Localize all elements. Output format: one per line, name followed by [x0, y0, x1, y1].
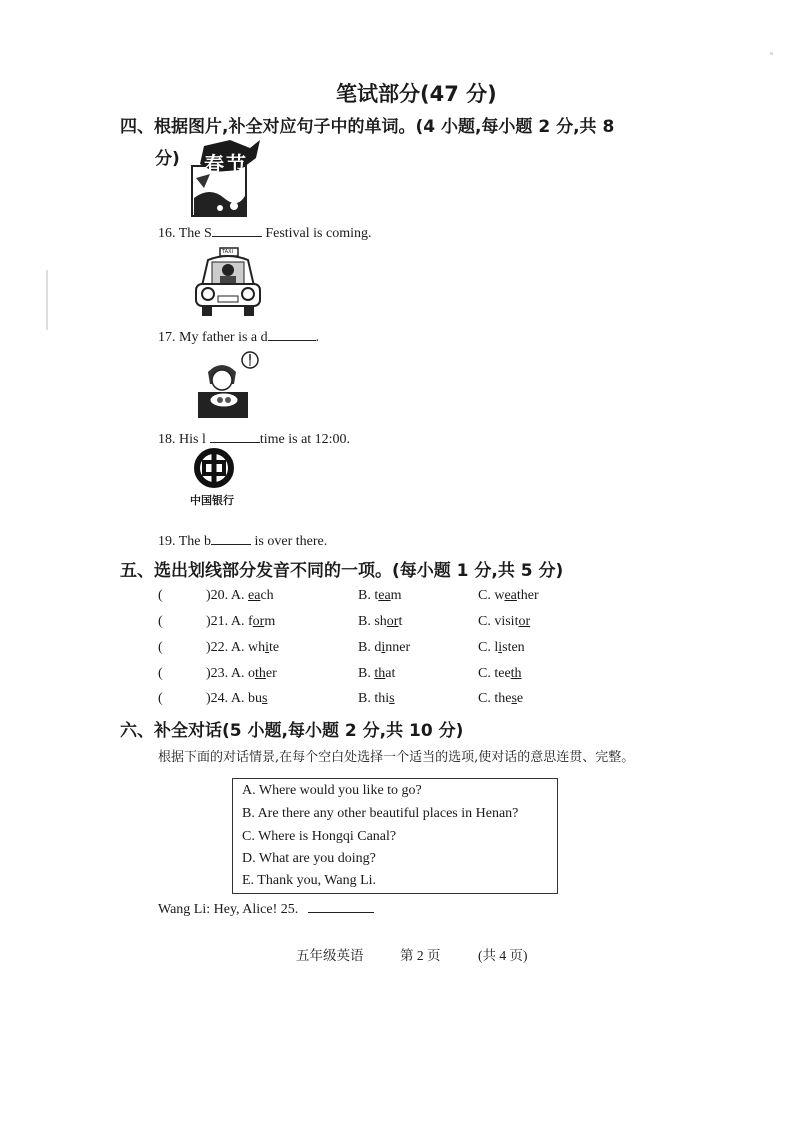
page-title: 笔试部分(47 分) [336, 82, 497, 106]
q17-blank[interactable] [268, 328, 316, 341]
section5-heading: 五、选出划线部分发音不同的一项。(每小题 1 分,共 5 分) [120, 561, 564, 581]
row23-option-b: B. that [358, 666, 396, 681]
section6-heading: 六、补全对话(5 小题,每小题 2 分,共 10 分) [120, 721, 464, 741]
row24-option-a: )24. A. bus [206, 691, 268, 706]
footer-page: 第 2 页 [400, 948, 441, 963]
scan-mark [46, 270, 48, 330]
answer-blank-25[interactable] [308, 900, 374, 913]
question-16 [158, 224, 371, 242]
answer-paren[interactable]: ( [158, 614, 163, 629]
row21-option-a: )21. A. form [206, 614, 276, 629]
question-19 [158, 532, 327, 550]
option-b: B. Are there any other beautiful places in Henan? [242, 806, 519, 821]
answer-paren[interactable]: ( [158, 666, 163, 681]
option-e: E. Thank you, Wang Li. [242, 873, 377, 888]
bank-name-text: 中国银行 [190, 494, 234, 507]
section6-instruction: 根据下面的对话情景,在每个空白处选择一个适当的选项,使对话的意思连贯、完整。 [158, 750, 635, 765]
row22-option-b: B. dinner [358, 640, 411, 655]
answer-paren[interactable]: ( [158, 640, 163, 655]
spring-festival-image [190, 138, 266, 218]
taxi-sign-text: TAXI [222, 249, 233, 255]
row23-option-c: C. teeth [478, 666, 522, 681]
dialog-text: Wang Li: Hey, Alice! 25. [158, 902, 299, 917]
options-box [232, 778, 558, 894]
q16-blank[interactable] [212, 224, 262, 237]
row21-option-c: C. visitor [478, 614, 531, 629]
q16-prefix: 16. The S [158, 226, 212, 241]
q19-suffix: is over there. [251, 534, 328, 549]
row20-option-c: C. weather [478, 588, 539, 603]
footer-subject: 五年级英语 [296, 948, 364, 963]
q18-prefix: 18. His l [158, 432, 206, 447]
q19-blank[interactable] [211, 532, 251, 545]
row22-option-c: C. listen [478, 640, 525, 655]
taxi-image [194, 246, 262, 318]
row24-option-c: C. these [478, 691, 524, 706]
answer-paren[interactable]: ( [158, 691, 163, 706]
lunch-image [194, 350, 264, 422]
footer-total: (共 4 页) [478, 948, 528, 963]
q18-blank[interactable] [210, 430, 260, 443]
row20-option-b: B. team [358, 588, 402, 603]
q18-suffix: time is at 12:00. [259, 432, 351, 447]
row23-option-a: )23. A. other [206, 666, 277, 681]
section4-heading-cont: 分) [155, 149, 180, 169]
bank-logo-image [190, 448, 250, 512]
row24-option-b: B. this [358, 691, 395, 706]
option-d: D. What are you doing? [242, 851, 376, 866]
row20-option-a: )20. A. each [206, 588, 274, 603]
row22-option-a: )22. A. white [206, 640, 280, 655]
row21-option-b: B. short [358, 614, 403, 629]
question-18 [158, 430, 350, 448]
dialog-line-25 [158, 900, 374, 918]
q19-prefix: 19. The b [158, 534, 212, 549]
answer-paren[interactable]: ( [158, 588, 163, 603]
q17-prefix: 17. My father is a d [158, 330, 268, 345]
q17-suffix: . [315, 330, 320, 345]
spring-festival-glyph: 春节 [204, 152, 248, 176]
question-17 [158, 328, 319, 346]
option-a: A. Where would you like to go? [242, 783, 422, 798]
option-c: C. Where is Hongqi Canal? [242, 829, 397, 844]
scan-mark [770, 52, 773, 55]
q16-suffix: Festival is coming. [261, 226, 372, 241]
section4-heading: 四、根据图片,补全对应句子中的单词。(4 小题,每小题 2 分,共 8 [120, 117, 615, 137]
